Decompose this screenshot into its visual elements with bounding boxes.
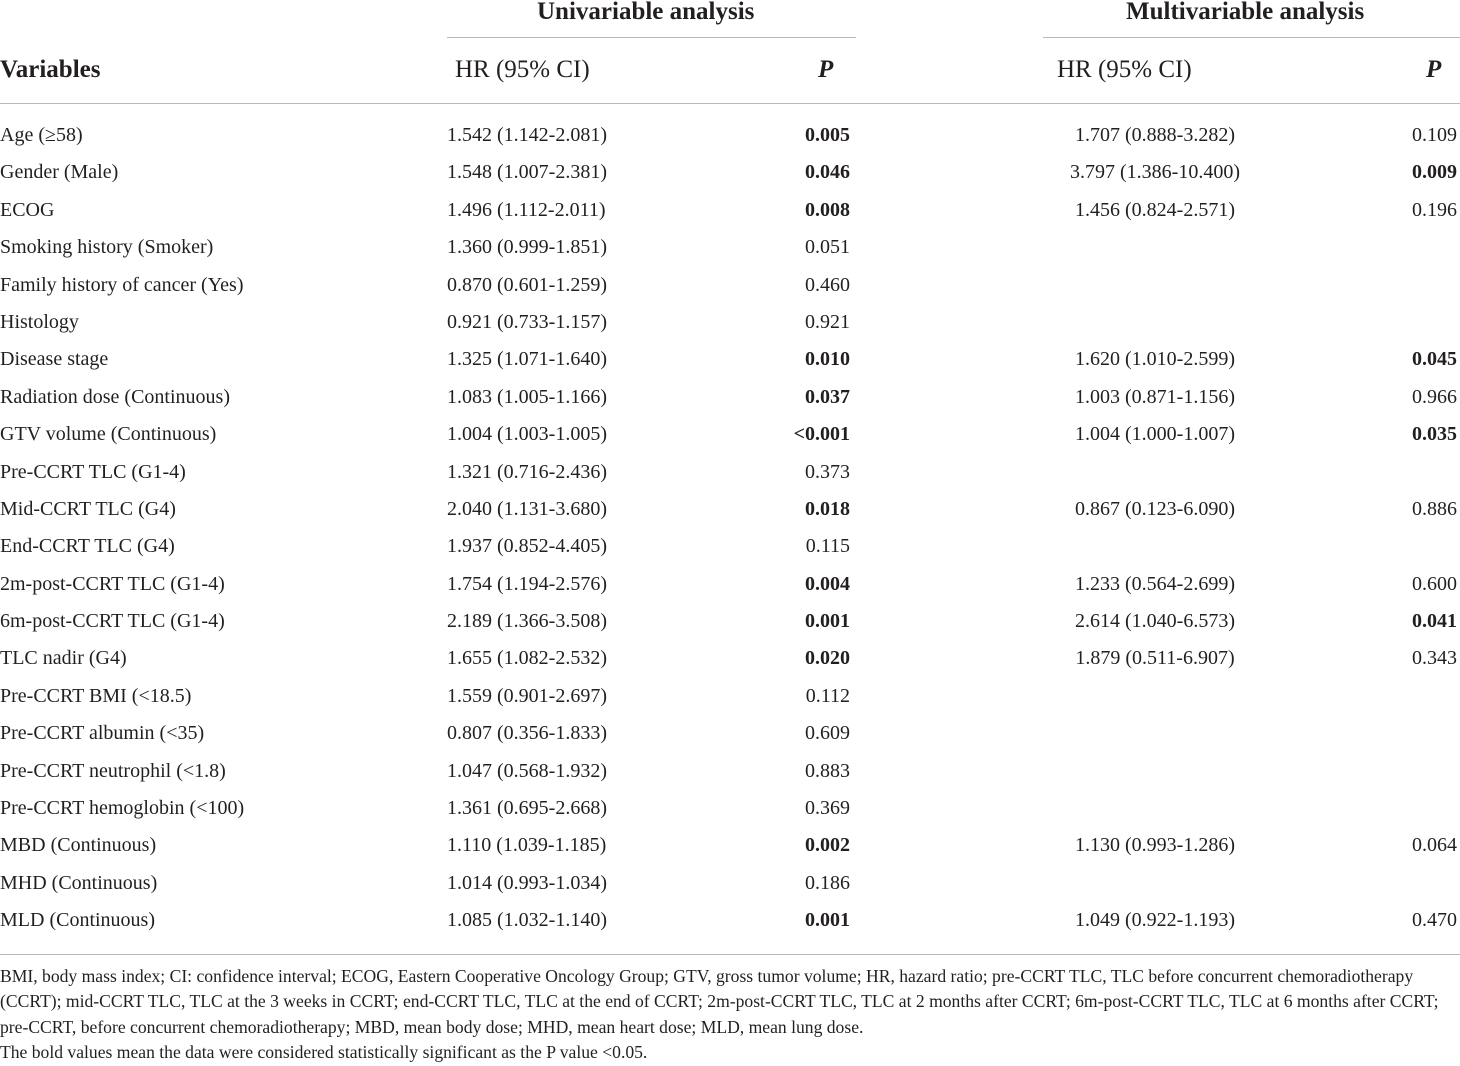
header-rule xyxy=(0,103,1460,104)
multi-hr-cell: 1.004 (1.000-1.007) xyxy=(1075,423,1235,446)
multi-p-cell: 0.886 xyxy=(1412,497,1457,520)
uni-p-cell: 0.112 xyxy=(805,684,850,707)
variable-cell: Pre-CCRT neutrophil (<1.8) xyxy=(0,759,226,782)
variable-cell: End-CCRT TLC (G4) xyxy=(0,535,175,558)
table-row xyxy=(0,454,1460,491)
significance-note: The bold values mean the data were considered statistically significant as the P value <0.05. xyxy=(0,1041,648,1062)
uni-hr-cell: 0.807 (0.356-1.833) xyxy=(447,722,607,745)
multi-p-cell: 0.343 xyxy=(1412,647,1457,670)
uni-hr-cell: 1.325 (1.071-1.640) xyxy=(447,348,607,371)
variable-cell: Pre-CCRT hemoglobin (<100) xyxy=(0,797,245,820)
variable-cell: Family history of cancer (Yes) xyxy=(0,273,244,296)
multivariable-rule xyxy=(1043,37,1460,38)
table-row xyxy=(0,267,1460,304)
table-row xyxy=(0,491,1460,528)
variable-cell: TLC nadir (G4) xyxy=(0,647,127,670)
table-row xyxy=(0,566,1460,603)
uni-hr-cell: 2.189 (1.366-3.508) xyxy=(447,610,607,633)
uni-hr-cell: 2.040 (1.131-3.680) xyxy=(447,497,607,520)
uni-p-column-header: P xyxy=(818,56,834,83)
uni-p-cell: 0.460 xyxy=(805,273,850,296)
multi-p-cell: 0.966 xyxy=(1412,385,1457,408)
uni-p-cell: 0.373 xyxy=(805,460,850,483)
variable-cell: GTV volume (Continuous) xyxy=(0,423,217,446)
variable-cell: Age (≥58) xyxy=(0,124,83,146)
multi-p-cell: 0.196 xyxy=(1412,198,1457,221)
multi-p-cell: 0.041 xyxy=(1412,610,1457,633)
uni-hr-cell: 1.014 (0.993-1.034) xyxy=(447,871,607,894)
variable-cell: MBD (Continuous) xyxy=(0,834,157,857)
multi-hr-cell: 2.614 (1.040-6.573) xyxy=(1075,610,1235,633)
table-row xyxy=(0,603,1460,640)
uni-hr-cell: 0.870 (0.601-1.259) xyxy=(447,273,607,296)
uni-hr-cell: 1.047 (0.568-1.932) xyxy=(447,759,607,782)
variable-cell: MLD (Continuous) xyxy=(0,909,155,932)
multi-p-cell: 0.109 xyxy=(1412,124,1457,146)
multi-hr-cell: 1.130 (0.993-1.286) xyxy=(1075,834,1235,857)
variable-cell: 2m-post-CCRT TLC (G1-4) xyxy=(0,572,225,595)
table-row xyxy=(0,192,1460,229)
table-row xyxy=(0,640,1460,677)
uni-hr-cell: 1.542 (1.142-2.081) xyxy=(447,124,607,146)
uni-hr-cell: 1.004 (1.003-1.005) xyxy=(447,423,607,446)
uni-hr-cell: 1.321 (0.716-2.436) xyxy=(447,460,607,483)
uni-hr-cell: 1.110 (1.039-1.185) xyxy=(447,834,607,857)
uni-p-cell: 0.005 xyxy=(805,124,850,146)
uni-hr-cell: 1.754 (1.194-2.576) xyxy=(447,572,607,595)
multi-hr-cell: 1.879 (0.511-6.907) xyxy=(1075,647,1235,670)
multi-hr-cell: 3.797 (1.386-10.400) xyxy=(1070,161,1240,184)
multi-hr-column-header: HR (95% CI) xyxy=(1057,56,1192,83)
variable-cell: Gender (Male) xyxy=(0,161,119,184)
uni-hr-cell: 1.548 (1.007-2.381) xyxy=(447,161,607,184)
uni-hr-cell: 1.085 (1.032-1.140) xyxy=(447,909,607,932)
uni-p-cell: 0.004 xyxy=(805,572,850,595)
uni-p-cell: 0.369 xyxy=(805,797,850,820)
uni-p-cell: 0.002 xyxy=(805,834,850,857)
table-row xyxy=(0,154,1460,191)
table-row xyxy=(0,827,1460,864)
abbreviations-note: BMI, body mass index; CI: confidence interval; ECOG, Eastern Cooperative Oncology Group; GTV, gross tumor volume; HR, hazard ratio; pre-CCRT TLC, TLC before concurrent chemoradiotherapy (CCRT); mid-CCRT TLC, TLC at the 3 weeks in CCRT; end-CCRT TLC, TLC at the end of CCRT; 2m-post-CCRT TLC, TLC at 2 months after CCRT; 6m-post-CCRT TLC, TLC at 6 months after CCRT; pre-CCRT, before concurrent chemoradiotherapy; MBD, mean body dose; MHD, mean heart dose; MLD, mean lung dose. xyxy=(0,966,1439,1037)
multi-hr-cell: 1.049 (0.922-1.193) xyxy=(1075,909,1235,932)
uni-hr-cell: 1.361 (0.695-2.668) xyxy=(447,797,607,820)
uni-p-cell: 0.037 xyxy=(805,385,850,408)
table-row xyxy=(0,678,1460,715)
variable-cell: Pre-CCRT albumin (<35) xyxy=(0,722,205,745)
variable-cell: 6m-post-CCRT TLC (G1-4) xyxy=(0,610,225,633)
variable-cell: Pre-CCRT TLC (G1-4) xyxy=(0,460,186,483)
uni-p-cell: 0.921 xyxy=(805,310,850,333)
uni-p-cell: 0.001 xyxy=(805,610,850,633)
multi-p-cell: 0.600 xyxy=(1412,572,1457,595)
variable-cell: Smoking history (Smoker) xyxy=(0,236,214,259)
table-row xyxy=(0,790,1460,827)
multi-hr-cell: 1.233 (0.564-2.699) xyxy=(1075,572,1235,595)
table-row xyxy=(0,304,1460,341)
uni-p-cell: <0.001 xyxy=(793,423,850,446)
uni-hr-cell: 1.655 (1.082-2.532) xyxy=(447,647,607,670)
multi-hr-cell: 1.003 (0.871-1.156) xyxy=(1075,385,1235,408)
multivariable-heading: Multivariable analysis xyxy=(1126,0,1365,25)
table-row xyxy=(0,379,1460,416)
table-row xyxy=(0,341,1460,378)
uni-hr-cell: 1.937 (0.852-4.405) xyxy=(447,535,607,558)
table-row xyxy=(0,865,1460,902)
variables-column-header: Variables xyxy=(0,56,101,83)
univariable-rule xyxy=(447,37,856,38)
uni-p-cell: 0.018 xyxy=(805,497,850,520)
uni-hr-column-header: HR (95% CI) xyxy=(455,56,590,83)
multi-hr-cell: 0.867 (0.123-6.090) xyxy=(1075,497,1235,520)
uni-hr-cell: 1.559 (0.901-2.697) xyxy=(447,684,607,707)
table-row xyxy=(0,528,1460,565)
uni-hr-cell: 1.496 (1.112-2.011) xyxy=(447,198,606,221)
uni-p-cell: 0.609 xyxy=(805,722,850,745)
multi-p-cell: 0.035 xyxy=(1412,423,1457,446)
variable-cell: Mid-CCRT TLC (G4) xyxy=(0,497,176,520)
variable-cell: Pre-CCRT BMI (<18.5) xyxy=(0,684,192,707)
multi-hr-cell: 1.620 (1.010-2.599) xyxy=(1075,348,1235,371)
multi-p-cell: 0.009 xyxy=(1412,161,1457,184)
variable-cell: ECOG xyxy=(0,198,55,221)
uni-p-cell: 0.051 xyxy=(805,236,850,259)
table-row xyxy=(0,753,1460,790)
variable-cell: MHD (Continuous) xyxy=(0,871,158,894)
uni-hr-cell: 1.083 (1.005-1.166) xyxy=(447,385,607,408)
variable-cell: Radiation dose (Continuous) xyxy=(0,385,230,408)
table-row xyxy=(0,715,1460,752)
uni-p-cell: 0.046 xyxy=(805,161,850,184)
univariable-heading: Univariable analysis xyxy=(537,0,755,25)
uni-p-cell: 0.020 xyxy=(805,647,850,670)
multi-hr-cell: 1.707 (0.888-3.282) xyxy=(1075,124,1235,146)
table-row xyxy=(0,117,1460,154)
multi-hr-cell: 1.456 (0.824-2.571) xyxy=(1075,198,1235,221)
uni-p-cell: 0.001 xyxy=(805,909,850,932)
table-row xyxy=(0,416,1460,453)
multi-p-cell: 0.470 xyxy=(1412,909,1457,932)
footer-rule xyxy=(0,954,1460,955)
table-row xyxy=(0,902,1460,939)
uni-hr-cell: 0.921 (0.733-1.157) xyxy=(447,310,607,333)
table-row xyxy=(0,229,1460,266)
uni-p-cell: 0.186 xyxy=(805,871,850,894)
variable-cell: Disease stage xyxy=(0,348,109,371)
uni-p-cell: 0.010 xyxy=(805,348,850,371)
table-footnotes xyxy=(0,964,1460,1065)
variable-cell: Histology xyxy=(0,310,79,333)
uni-p-cell: 0.883 xyxy=(805,759,850,782)
uni-hr-cell: 1.360 (0.999-1.851) xyxy=(447,236,607,259)
uni-p-cell: 0.008 xyxy=(805,198,850,221)
table-body xyxy=(0,117,1460,940)
multi-p-cell: 0.045 xyxy=(1412,348,1457,371)
multi-p-column-header: P xyxy=(1426,56,1442,83)
multi-p-cell: 0.064 xyxy=(1412,834,1457,857)
uni-p-cell: 0.115 xyxy=(805,535,850,558)
